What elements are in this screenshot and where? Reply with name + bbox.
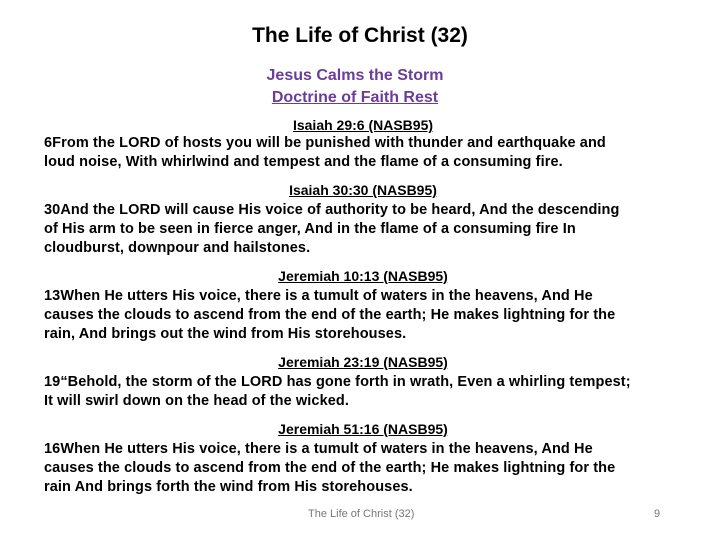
passage-text-line: causes the clouds to ascend from the end of the earth; He makes lightning for the — [44, 460, 616, 476]
passage-text-line: It will swirl down on the head of the wicked. — [44, 393, 349, 409]
footer-text: The Life of Christ (32) — [308, 508, 415, 520]
passage-text-line: cloudburst, downpour and hailstones. — [44, 240, 311, 256]
passage-reference: Isaiah 29:6 (NASB95) — [292, 117, 434, 133]
passage-reference: Jeremiah 23:19 (NASB95) — [278, 354, 448, 370]
passage-text-line: causes the clouds to ascend from the end of the earth; He makes lightning for the — [44, 307, 616, 323]
passage-reference: Jeremiah 51:16 (NASB95) — [278, 421, 448, 437]
passage-text-line: of His arm to be seen in fierce anger, And in the flame of a consuming fire In — [44, 221, 576, 237]
doctrine-heading: Doctrine of Faith Rest — [271, 89, 439, 106]
passage-text-line: 30And the LORD will cause His voice of authority to be heard, And the descending — [44, 202, 620, 218]
passage-text-line: 16When He utters His voice, there is a tumult of waters in the heavens, And He — [44, 441, 593, 457]
passage-text-line: rain And brings forth the wind from His storehouses. — [44, 479, 413, 495]
passage-text-line: loud noise, With whirlwind and tempest and the flame of a consuming fire. — [44, 154, 563, 170]
passage-text-line: 19“Behold, the storm of the LORD has gone forth in wrath, Even a whirling tempest; — [44, 374, 631, 390]
passage-reference: Jeremiah 10:13 (NASB95) — [278, 268, 448, 284]
passage-text-line: 6From the LORD of hosts you will be punished with thunder and earthquake and — [44, 135, 606, 151]
subtitle: Jesus Calms the Storm — [266, 67, 444, 84]
slide-title: The Life of Christ (32) — [252, 24, 468, 47]
page-number: 9 — [654, 508, 661, 520]
passage-text-line: rain, And brings out the wind from His storehouses. — [44, 326, 407, 342]
passage-text-line: 13When He utters His voice, there is a tumult of waters in the heavens, And He — [44, 288, 593, 304]
passage-reference: Isaiah 30:30 (NASB95) — [289, 182, 437, 198]
